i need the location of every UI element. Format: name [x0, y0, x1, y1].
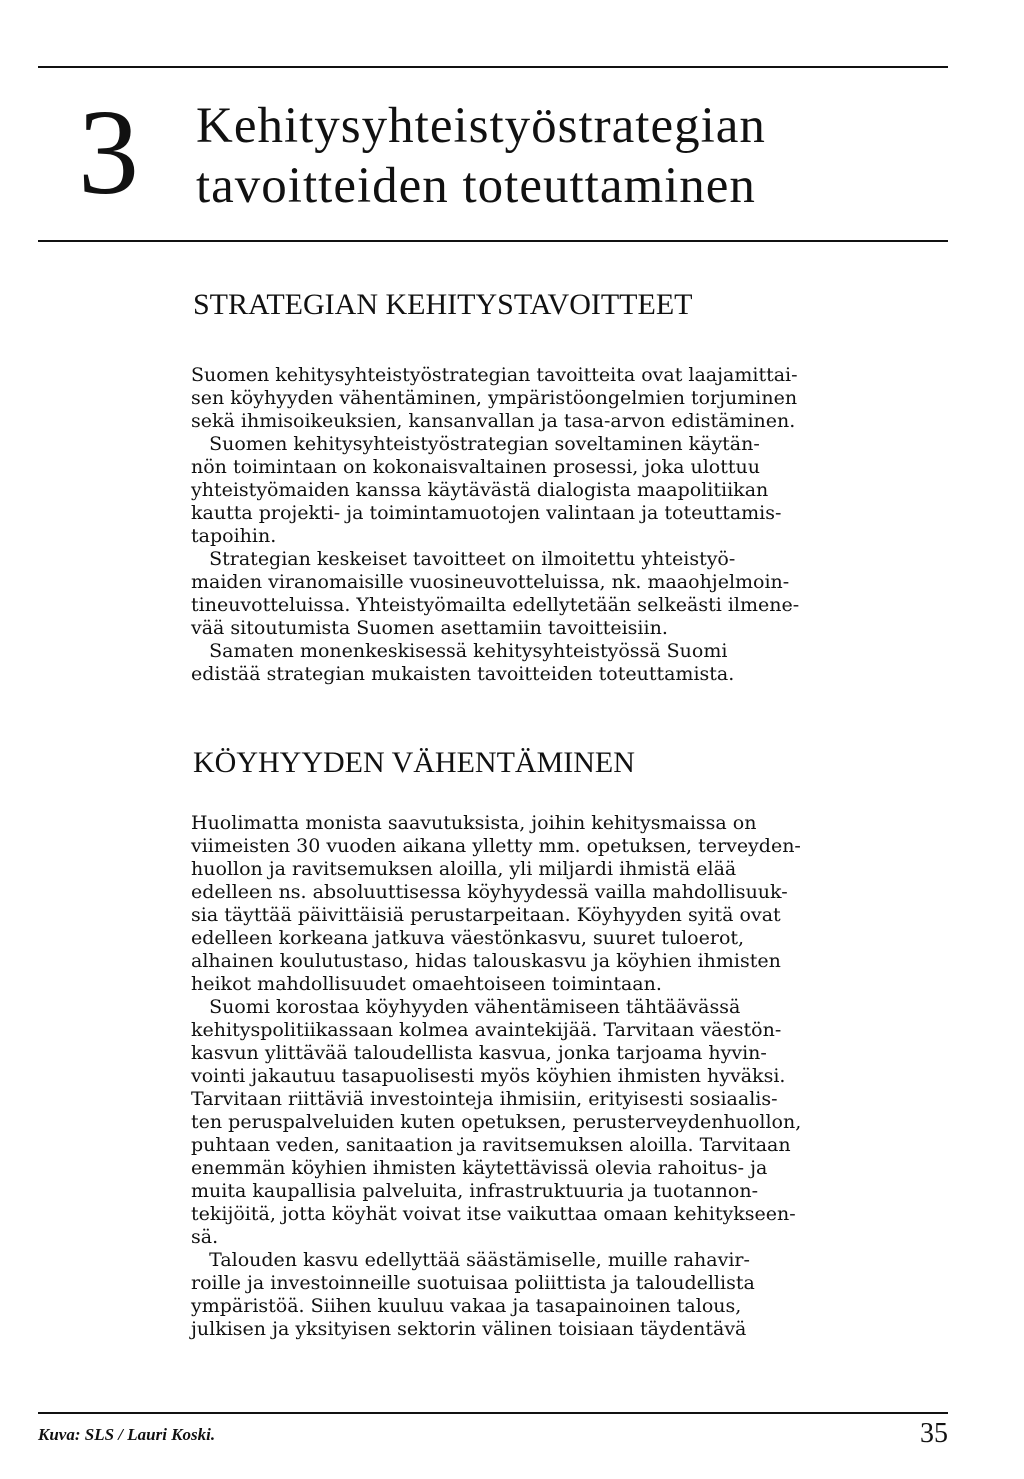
text-line: enemmän köyhien ihmisten käytettävissä olevia rahoitus- ja	[191, 1157, 768, 1179]
text-line: Suomen kehitysyhteistyöstrategian soveltaminen käytän-	[191, 433, 760, 455]
text-line: alhainen koulutustaso, hidas talouskasvu ja köyhien ihmisten	[191, 950, 781, 972]
text-line: Huolimatta monista saavutuksista, joihin kehitysmaissa on	[191, 812, 757, 834]
text-line: muita kaupallisia palveluita, infrastruktuuria ja tuotannon-	[191, 1180, 759, 1202]
text-line: yhteistyömaiden kanssa käytävästä dialogista maapolitiikan	[191, 479, 769, 501]
page-number: 35	[920, 1418, 948, 1449]
chapter-number: 3	[78, 85, 139, 220]
text-line: sä.	[191, 1226, 219, 1248]
section-body-strategy-goals	[191, 364, 911, 686]
text-line: roille ja investoinneille suotuisaa poliittista ja taloudellista	[191, 1272, 755, 1294]
text-line: ten peruspalveluiden kuten opetuksen, perusterveydenhuollon,	[191, 1111, 802, 1133]
text-line: kehityspolitiikassaan kolmea avaintekijää. Tarvitaan väestön-	[191, 1019, 782, 1041]
text-line: edelleen korkeana jatkuva väestönkasvu, suuret tuloerot,	[191, 927, 745, 949]
text-line: tekijöitä, jotta köyhät voivat itse vaikuttaa omaan kehitykseen-	[191, 1203, 796, 1225]
text-line: kasvun ylittävää taloudellista kasvua, jonka tarjoama hyvin-	[191, 1042, 767, 1064]
text-line: puhtaan veden, sanitaation ja ravitsemuksen aloilla. Tarvitaan	[191, 1134, 791, 1156]
text-line: kautta projekti- ja toimintamuotojen valintaan ja toteuttamis-	[191, 502, 782, 524]
text-line: Suomi korostaa köyhyyden vähentämiseen tähtäävässä	[191, 996, 741, 1018]
text-line: nön toimintaan on kokonaisvaltainen prosessi, joka ulottuu	[191, 456, 760, 478]
text-line: edelleen ns. absoluuttisessa köyhyydessä vailla mahdollisuuk-	[191, 881, 788, 903]
text-line: maiden viranomaisille vuosineuvotteluissa, nk. maaohjelmoin-	[191, 571, 790, 593]
footer-rule	[38, 1412, 948, 1414]
text-line: Suomen kehitysyhteistyöstrategian tavoitteita ovat laajamittai-	[191, 364, 798, 386]
text-line: sia täyttää päivittäisiä perustarpeitaan. Köyhyyden syitä ovat	[191, 904, 781, 926]
text-line: Tarvitaan riittäviä investointeja ihmisiin, erityisesti sosiaalis-	[191, 1088, 778, 1110]
text-line: sekä ihmisoikeuksien, kansanvallan ja tasa-arvon edistäminen.	[191, 410, 796, 432]
section-body-poverty-reduction	[191, 812, 911, 1341]
text-line: Talouden kasvu edellyttää säästämiselle, muille rahavir-	[191, 1249, 750, 1271]
chapter-title-line: tavoitteiden toteuttaminen	[196, 158, 756, 214]
chapter-title	[196, 96, 766, 216]
text-line: julkisen ja yksityisen sektorin välinen toisiaan täydentävä	[191, 1318, 747, 1340]
text-line: tineuvotteluissa. Yhteistyömailta edellytetään selkeästi ilmene-	[191, 594, 800, 616]
text-line: vointi jakautuu tasapuolisesti myös köyhien ihmisten hyväksi.	[191, 1065, 786, 1087]
photo-credit: Kuva: SLS / Lauri Koski.	[38, 1425, 216, 1444]
text-line: Samaten monenkeskisessä kehitysyhteistyössä Suomi	[191, 640, 728, 662]
header-bottom-rule	[38, 240, 948, 242]
text-line: vää sitoutumista Suomen asettamiin tavoitteisiin.	[191, 617, 668, 639]
text-line: heikot mahdollisuudet omaehtoiseen toimintaan.	[191, 973, 662, 995]
text-line: viimeisten 30 vuoden aikana ylletty mm. opetuksen, terveyden-	[191, 835, 801, 857]
section-heading-strategy-goals: STRATEGIAN KEHITYSTAVOITTEET	[193, 288, 693, 321]
header-top-rule	[38, 66, 948, 68]
text-line: huollon ja ravitsemuksen aloilla, yli miljardi ihmistä elää	[191, 858, 737, 880]
text-line: Strategian keskeiset tavoitteet on ilmoitettu yhteistyö-	[191, 548, 736, 570]
section-heading-poverty-reduction: KÖYHYYDEN VÄHENTÄMINEN	[193, 746, 635, 779]
text-line: tapoihin.	[191, 525, 277, 547]
text-line: sen köyhyyden vähentäminen, ympäristöongelmien torjuminen	[191, 387, 798, 409]
text-line: ympäristöä. Siihen kuuluu vakaa ja tasapainoinen talous,	[191, 1295, 742, 1317]
chapter-title-line: Kehitysyhteistyöstrategian	[196, 98, 766, 154]
text-line: edistää strategian mukaisten tavoitteiden toteuttamista.	[191, 663, 735, 685]
